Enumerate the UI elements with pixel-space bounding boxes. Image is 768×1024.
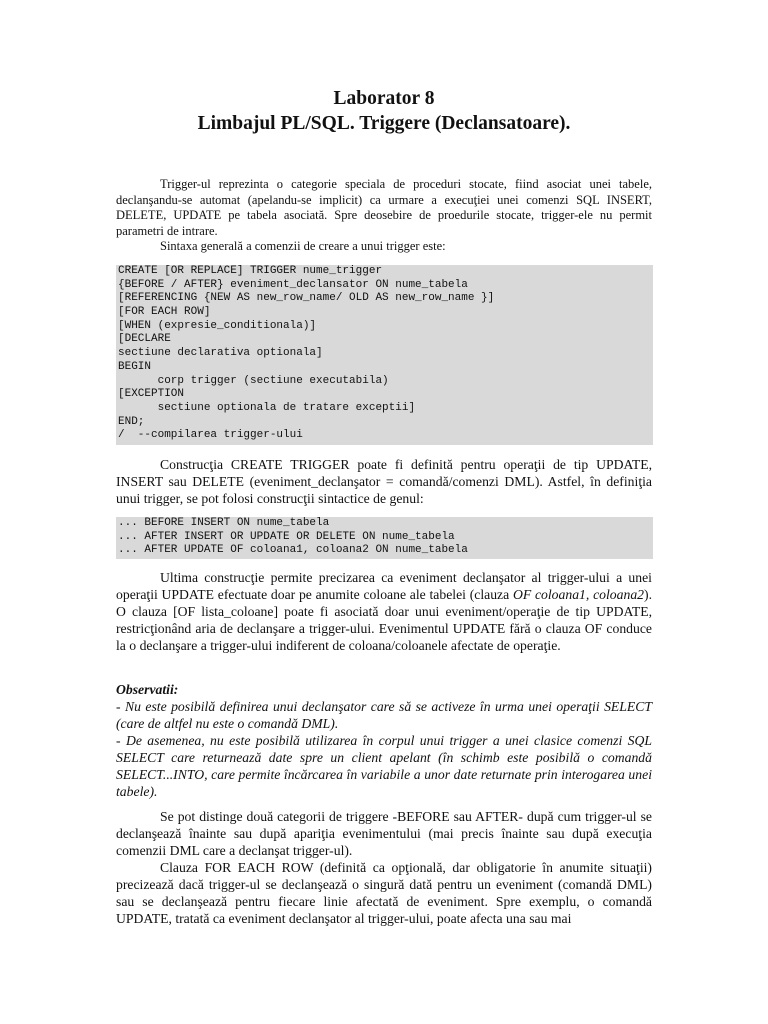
syntax-code-line: CREATE [OR REPLACE] TRIGGER nume_trigger — [118, 265, 383, 277]
syntax-code-block — [116, 265, 653, 445]
syntax-code-line: [DECLARE — [118, 333, 171, 346]
last-construct-paragraph — [116, 569, 652, 654]
syntax-code-line: {BEFORE / AFTER} eveniment_declansator ON nume_tabela — [118, 278, 468, 291]
observations-section — [116, 681, 652, 800]
categories-paragraph: Se pot distinge două categorii de triggere -BEFORE sau AFTER- după cum trigger-ul se declanşează înainte sau după apariţia evenimentului (mai precis înainte sau după execuţia comenzii DML care a declanşat trigger-ul). — [116, 809, 652, 858]
for-each-row-paragraph: Clauza FOR EACH ROW (definită ca opţională, dar obligatorie în anumite situaţii) precizează dacă trigger-ul se declanşează o singură dată pentru un eveniment (comandă DML) sau se declanşează pentru fiecare linie afectată de eveniment. Spre exemplu, o comandă UPDATE, tratată ca eveniment declanşator al trigger-ului, poate afecta una sau mai — [116, 860, 652, 926]
syntax-code-line: [WHEN (expresie_conditionala)] — [118, 319, 317, 332]
syntax-code-line: [REFERENCING {NEW AS new_row_name/ OLD AS new_row_name }] — [118, 292, 495, 305]
syntax-code-line: sectiune optionala de tratare exceptii] — [118, 401, 416, 414]
title-line-1: Laborator 8 — [333, 88, 435, 109]
example-code-line: ... AFTER INSERT OR UPDATE OR DELETE ON nume_tabela — [118, 530, 455, 543]
intro-paragraph: Trigger-ul reprezinta o categorie speciala de proceduri stocate, fiind asociat unei tabele, declanşandu-se automat (apelandu-se implicit) ca urmare a execuţiei unei comenzi SQL INSERT, DELETE, UPDATE pe tabela asociată. Spre deosebire de proedurile stocate, trigger-ele nu permit parametri de intrare. — [116, 177, 652, 238]
last-construct-text-1: Ultima construcţie permite precizarea ca eveniment declanşator al trigger-ului a unei operaţii UPDATE efectuate doar pe anumite coloane ale tabelei (clauza — [116, 570, 652, 602]
observation-item-2: - De asemenea, nu este posibilă utilizarea în corpul unui trigger a unei clasice comenzi SQL SELECT care returnează date spre un client apelant (în schimb este posibilă o comandă SELECT...INTO, care permite încărcarea în variabile a unor date returnate prin interogarea unei tabele). — [116, 733, 652, 799]
syntax-code-line: corp trigger (sectiune executabila) — [118, 374, 389, 387]
syntax-code-line: / --compilarea trigger-ului — [118, 429, 303, 442]
syntax-code-line: BEGIN — [118, 360, 152, 373]
syntax-code-line: sectiune declarativa optionala] — [118, 347, 323, 360]
syntax-code-line: [EXCEPTION — [118, 388, 185, 401]
observation-item-1: - Nu este posibilă definirea unui declanşator care să se activeze în urma unei operaţii SELECT (care de altfel nu este o comandă DML). — [116, 699, 652, 731]
example-code-line: ... BEFORE INSERT ON nume_tabela — [118, 517, 330, 529]
syntax-intro-paragraph: Sintaxa generală a comenzii de creare a unui trigger este: — [160, 239, 446, 253]
syntax-code-line: END; — [118, 415, 145, 428]
title-line-2: Limbajul PL/SQL. Triggere (Declansatoare). — [197, 113, 571, 134]
document-title — [0, 86, 768, 136]
example-code-block — [116, 517, 653, 559]
observations-heading: Observatii: — [116, 682, 179, 697]
syntax-code-line: [FOR EACH ROW] — [118, 306, 211, 319]
last-construct-text-2: ). O clauza [OF lista_coloane] poate fi asociată doar unui eveniment/operaţie de tip UPDATE, restricţionând aria de declanşare a trigger-ului. Evenimentul UPDATE fără o clauza OF conduce la o declanşare a trigger-ului indiferent de coloana/coloanele afectate de operaţie. — [116, 587, 652, 653]
last-construct-italic: OF coloana1, coloana2 — [512, 587, 645, 602]
example-code-line: ... AFTER UPDATE OF coloana1, coloana2 ON nume_tabela — [118, 544, 468, 557]
create-trigger-paragraph: Construcţia CREATE TRIGGER poate fi definită pentru operaţii de tip UPDATE, INSERT sau DELETE (eveniment_declanşator = comandă/comenzi DML). Astfel, în definiţia unui trigger, se pot folosi construcţii sintactice de genul: — [116, 457, 652, 506]
